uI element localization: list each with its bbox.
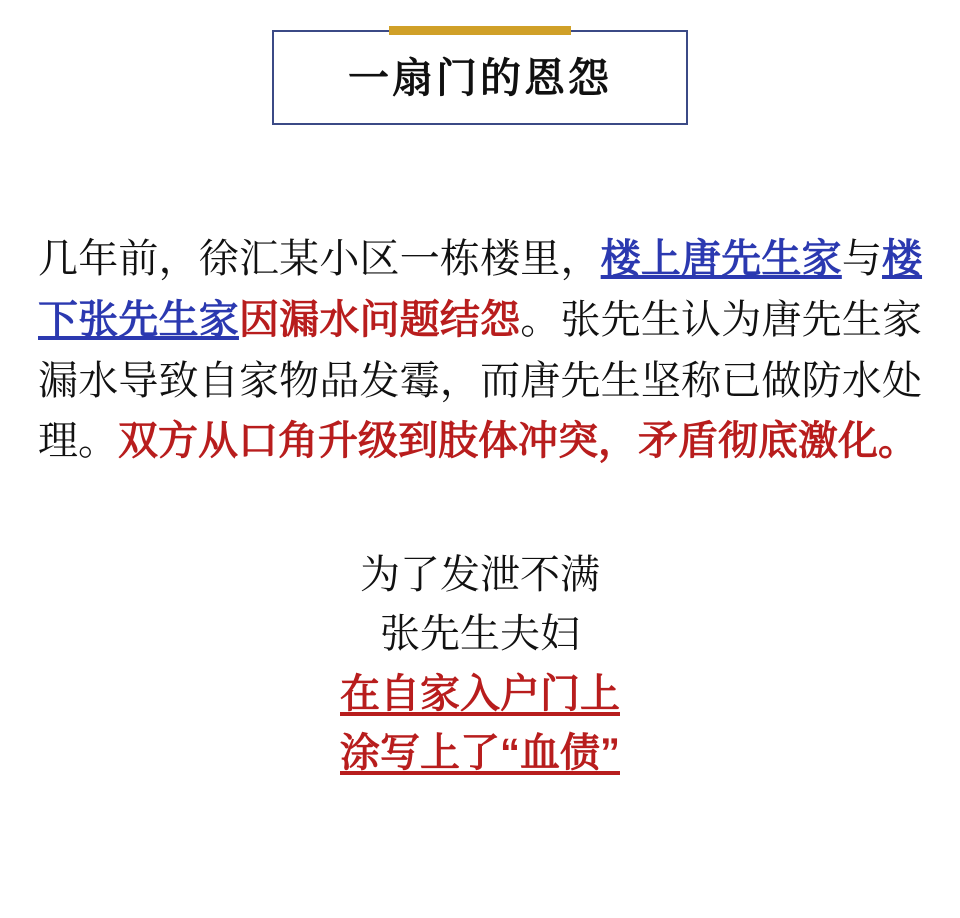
emphasis-leak-dispute: 因漏水问题结怨 (238, 297, 521, 342)
page-title: 一扇门的恩怨 (348, 55, 612, 101)
paragraph-segment-3: 。张先生认为唐先生家漏水导致自家物品发霉，而唐先生坚称已做防水处理。 (38, 297, 923, 464)
title-section (0, 0, 960, 125)
paragraph-segment-1: 几年前，徐汇某小区一栋楼里， (38, 237, 601, 281)
link-downstairs-zhang[interactable]: 楼下张先生家 (38, 237, 923, 342)
stanza-line-4: 涂写上了“血债” (340, 730, 620, 775)
paragraph-segment-2: 与 (841, 237, 883, 281)
stanza-line-3: 在自家入户门上 (340, 671, 620, 716)
title-box (272, 30, 688, 125)
centered-stanza (0, 546, 960, 783)
gold-accent-bar (389, 26, 571, 35)
stanza-line-1: 为了发泄不满 (360, 553, 600, 598)
link-upstairs-tang[interactable]: 楼上唐先生家 (600, 237, 842, 281)
stanza-line-2: 张先生夫妇 (380, 612, 580, 657)
emphasis-conflict-escalation: 双方从口角升级到肢体冲突，矛盾彻底激化。 (118, 419, 918, 464)
body-paragraph (38, 229, 922, 472)
